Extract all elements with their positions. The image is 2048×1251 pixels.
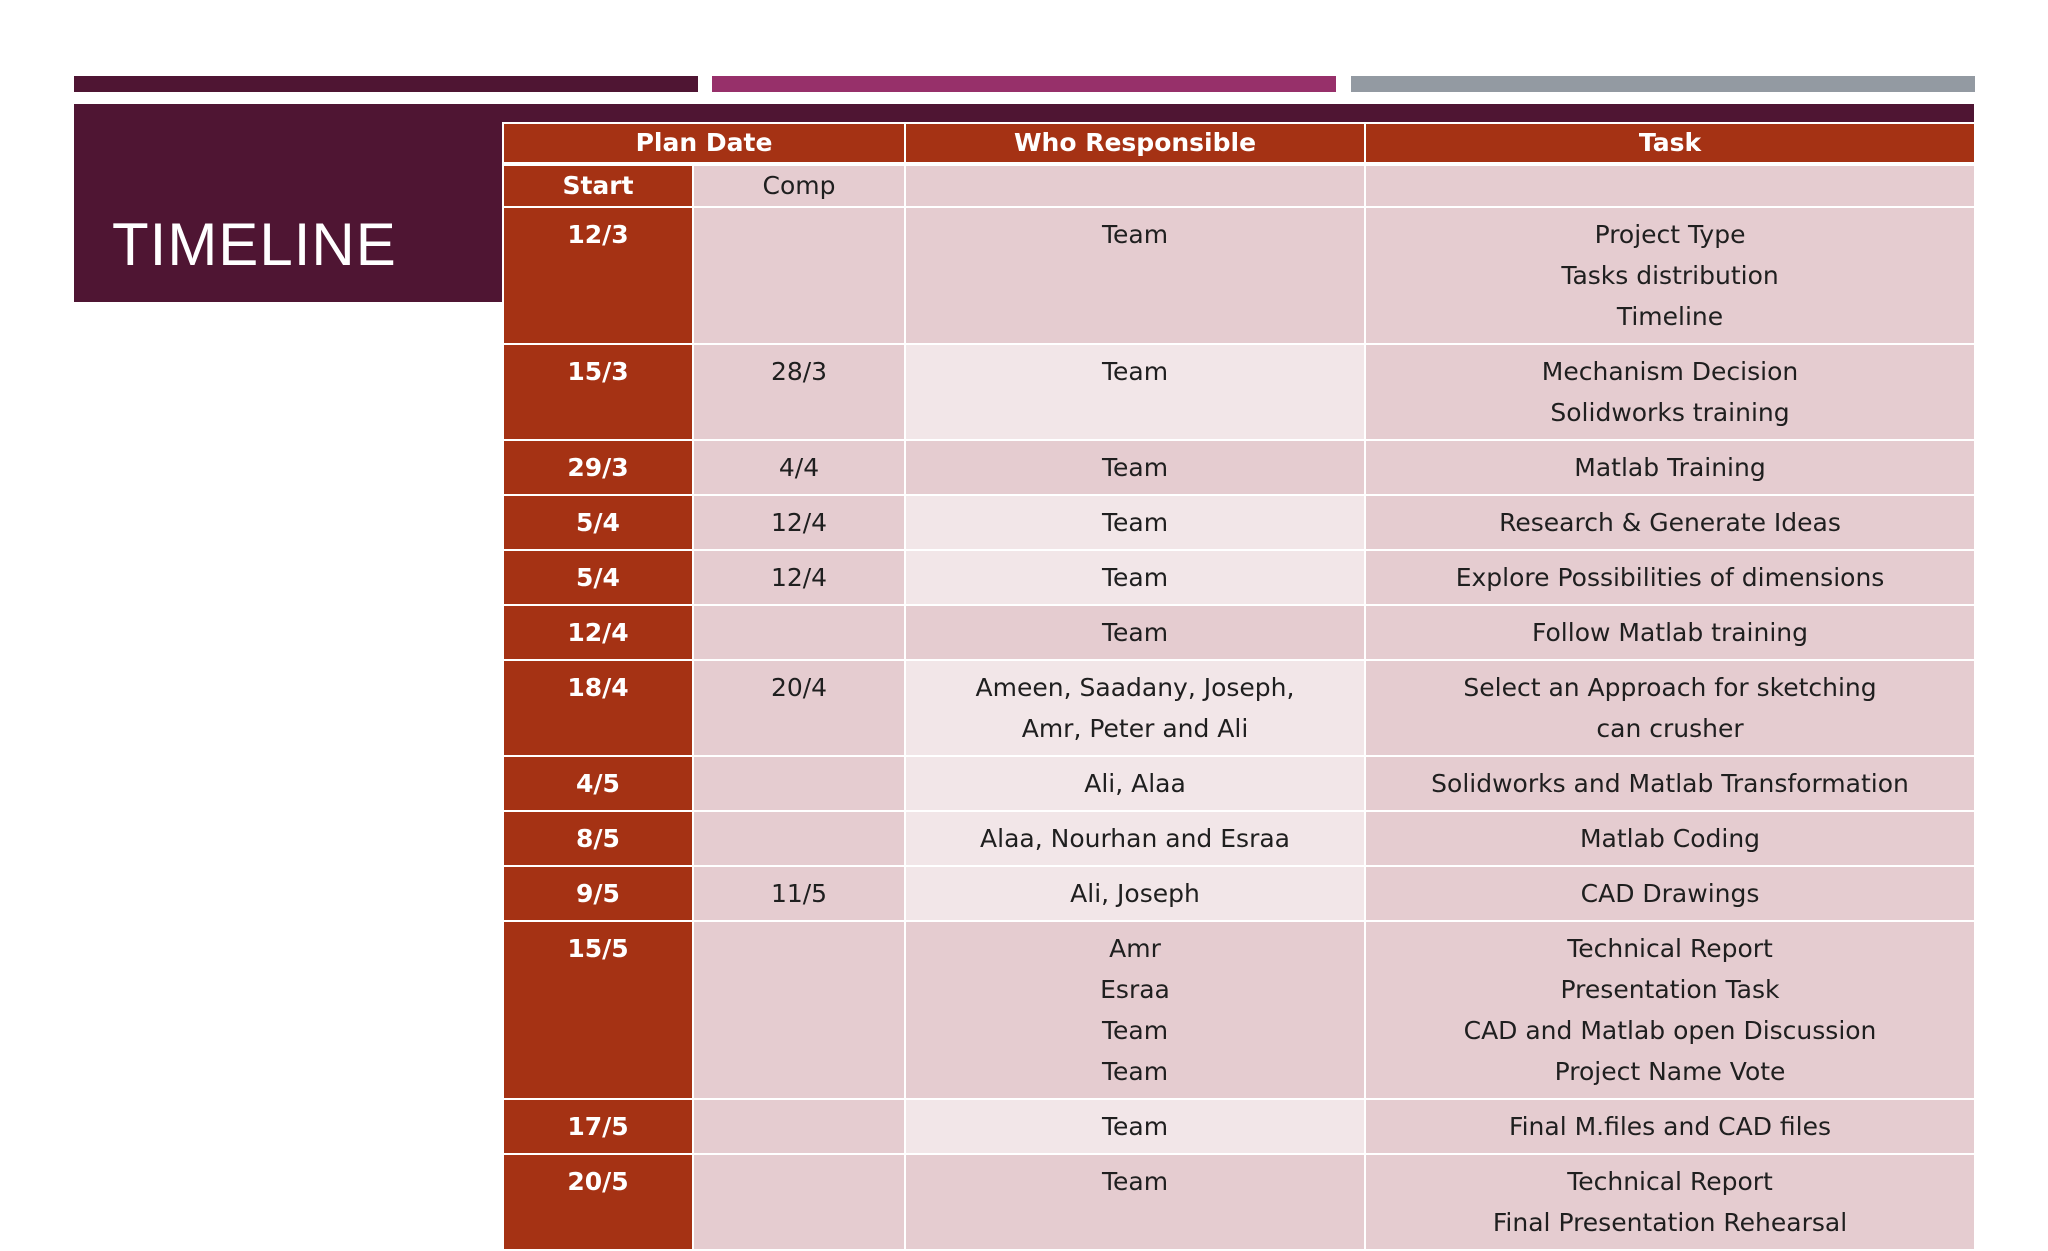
cell-completion-date: 20/4 [693, 660, 905, 756]
cell-who-responsible [905, 756, 1365, 811]
accent-bar-plum [74, 76, 698, 92]
table-row [503, 495, 1975, 550]
table-row [503, 660, 1975, 756]
task-line: can crusher [1596, 714, 1744, 743]
cell-task [1365, 207, 1975, 344]
task-line: Final M.files and CAD files [1509, 1112, 1831, 1141]
who-line: Team [1101, 508, 1169, 537]
task-line: Tasks distribution [1561, 261, 1779, 290]
table-row [503, 1099, 1975, 1154]
who-line: Esraa [1100, 975, 1170, 1004]
table-row [503, 811, 1975, 866]
who-line: Team [1101, 220, 1169, 249]
who-line: Ali, Joseph [1070, 879, 1200, 908]
table-row [503, 605, 1975, 660]
cell-task [1365, 550, 1975, 605]
task-line: Technical Report [1567, 1167, 1773, 1196]
who-line: Team [1101, 563, 1169, 592]
who-line: Ameen, Saadany, Joseph, [975, 673, 1295, 702]
cell-completion-date [693, 605, 905, 660]
task-line: CAD and Matlab open Discussion [1463, 1016, 1877, 1045]
cell-who-responsible [905, 605, 1365, 660]
cell-start-date: 15/5 [503, 921, 693, 1099]
cell-who-responsible [905, 1099, 1365, 1154]
table-row [503, 550, 1975, 605]
task-line: Technical Report [1567, 934, 1773, 963]
cell-task [1365, 495, 1975, 550]
task-line: Matlab Coding [1579, 824, 1761, 853]
cell-task [1365, 756, 1975, 811]
task-line: CAD Drawings [1580, 879, 1760, 908]
cell-who-responsible [905, 440, 1365, 495]
who-line: Amr, Peter and Ali [1021, 714, 1249, 743]
table-row [503, 207, 1975, 344]
task-line: Research & Generate Ideas [1499, 508, 1841, 537]
who-line: Team [1101, 453, 1169, 482]
subheader-who-empty [905, 164, 1365, 207]
table-header-row [503, 123, 1975, 164]
cell-who-responsible [905, 207, 1365, 344]
cell-start-date: 12/4 [503, 605, 693, 660]
who-line: Team [1101, 618, 1169, 647]
cell-completion-date [693, 207, 905, 344]
cell-task [1365, 440, 1975, 495]
table-body [503, 164, 1975, 1250]
cell-start-date: 18/4 [503, 660, 693, 756]
who-line: Team [1101, 357, 1169, 386]
accent-bar-gray [1351, 76, 1975, 92]
cell-start-date: 17/5 [503, 1099, 693, 1154]
header-plan-date: Plan Date [503, 123, 905, 164]
cell-task [1365, 1099, 1975, 1154]
cell-completion-date: 12/4 [693, 495, 905, 550]
header-task: Task [1365, 123, 1975, 164]
cell-completion-date: 12/4 [693, 550, 905, 605]
cell-task [1365, 811, 1975, 866]
who-line: Team [1101, 1112, 1169, 1141]
task-line: Project Name Vote [1554, 1057, 1786, 1086]
cell-who-responsible [905, 495, 1365, 550]
cell-task [1365, 1154, 1975, 1250]
cell-completion-date [693, 756, 905, 811]
task-line: Explore Possibilities of dimensions [1455, 563, 1885, 592]
who-line: Team [1101, 1016, 1169, 1045]
who-line: Team [1101, 1057, 1169, 1086]
who-line: Team [1101, 1167, 1169, 1196]
header-who-responsible: Who Responsible [905, 123, 1365, 164]
table-row [503, 1154, 1975, 1250]
who-line: Alaa, Nourhan and Esraa [980, 824, 1290, 853]
task-line: Solidworks and Matlab Transformation [1431, 769, 1909, 798]
cell-start-date: 8/5 [503, 811, 693, 866]
task-line: Matlab Training [1574, 453, 1766, 482]
slide-title: TIMELINE [112, 211, 397, 278]
task-line: Select an Approach for sketching [1463, 673, 1877, 702]
cell-completion-date [693, 1154, 905, 1250]
cell-start-date: 29/3 [503, 440, 693, 495]
cell-start-date: 9/5 [503, 866, 693, 921]
cell-who-responsible [905, 344, 1365, 440]
cell-completion-date [693, 1099, 905, 1154]
cell-start-date: 5/4 [503, 550, 693, 605]
task-line: Follow Matlab training [1532, 618, 1809, 647]
cell-who-responsible [905, 921, 1365, 1099]
cell-completion-date [693, 921, 905, 1099]
who-line: Amr [1109, 934, 1161, 963]
timeline-table [502, 122, 1976, 1251]
cell-who-responsible [905, 866, 1365, 921]
table-row [503, 866, 1975, 921]
table-row [503, 344, 1975, 440]
cell-who-responsible [905, 811, 1365, 866]
subheader-start: Start [503, 164, 693, 207]
cell-completion-date: 4/4 [693, 440, 905, 495]
cell-completion-date: 28/3 [693, 344, 905, 440]
cell-task [1365, 605, 1975, 660]
cell-who-responsible [905, 1154, 1365, 1250]
task-line: Timeline [1616, 302, 1724, 331]
subheader-task-empty [1365, 164, 1975, 207]
table-row [503, 756, 1975, 811]
who-line: Ali, Alaa [1084, 769, 1186, 798]
accent-bar-magenta [712, 76, 1336, 92]
cell-start-date: 5/4 [503, 495, 693, 550]
task-line: Solidworks training [1550, 398, 1790, 427]
cell-task [1365, 921, 1975, 1099]
cell-start-date: 12/3 [503, 207, 693, 344]
cell-who-responsible [905, 660, 1365, 756]
cell-task [1365, 660, 1975, 756]
cell-task [1365, 344, 1975, 440]
task-line: Project Type [1594, 220, 1746, 249]
table-row [503, 440, 1975, 495]
cell-task [1365, 866, 1975, 921]
table-row [503, 921, 1975, 1099]
task-line: Mechanism Decision [1541, 357, 1799, 386]
cell-who-responsible [905, 550, 1365, 605]
cell-completion-date [693, 811, 905, 866]
cell-start-date: 4/5 [503, 756, 693, 811]
subheader-comp: Comp [693, 164, 905, 207]
task-line: Final Presentation Rehearsal [1492, 1208, 1848, 1237]
cell-start-date: 20/5 [503, 1154, 693, 1250]
task-line: Presentation Task [1560, 975, 1780, 1004]
cell-start-date: 15/3 [503, 344, 693, 440]
subheader-row [503, 164, 1975, 207]
cell-completion-date: 11/5 [693, 866, 905, 921]
